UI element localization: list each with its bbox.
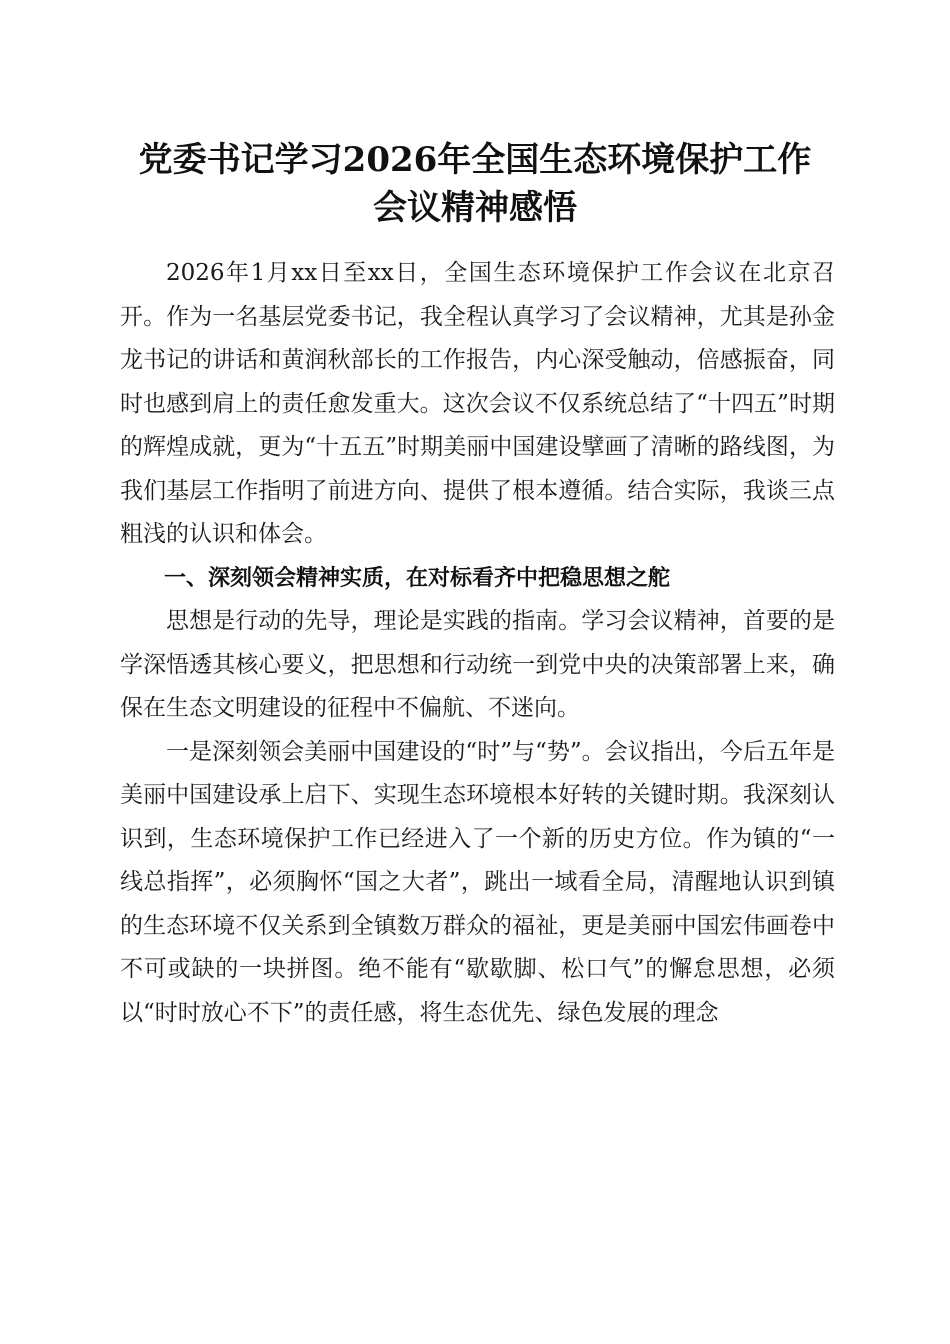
section-1-paragraph-1: 思想是行动的先导，理论是实践的指南。学习会议精神，首要的是学深悟透其核心要义，把思想和行动统一到党中央的决策部署上来，确保在生态文明建设的征程中不偏航、不迷向。 — [120, 608, 835, 721]
document-title-line-2: 会议精神感悟 — [373, 188, 577, 228]
document-title-line-1: 党委书记学习2026年全国生态环境保护工作 — [138, 140, 812, 180]
section-heading-1: 一、深刻领会精神实质，在对标看齐中把稳思想之舵 — [164, 565, 671, 591]
intro-paragraph: 2026年1月xx日至xx日，全国生态环境保护工作会议在北京召开。作为一名基层党委书记，我全程认真学习了会议精神，尤其是孙金龙书记的讲话和黄润秋部长的工作报告，内心深受触动，倍感振奋，同时也感到肩上的责任愈发重大。这次会议不仅系统总结了“十四五”时期的辉煌成就，更为“十五五”时期美丽中国建设擘画了清晰的路线图，为我们基层工作指明了前进方向、提供了根本遵循。结合实际，我谈三点粗浅的认识和体会。 — [120, 260, 835, 547]
section-1-paragraph-2: 一是深刻领会美丽中国建设的“时”与“势”。会议指出，今后五年是美丽中国建设承上启下、实现生态环境根本好转的关键时期。我深刻认识到，生态环境保护工作已经进入了一个新的历史方位。作为镇的“一线总指挥”，必须胸怀“国之大者”，跳出一域看全局，清醒地认识到镇的生态环境不仅关系到全镇数万群众的福祉，更是美丽中国宏伟画卷中不可或缺的一块拼图。绝不能有“歇歇脚、松口气”的懈怠思想，必须以“时时放心不下”的责任感，将生态优先、绿色发展的理念 — [120, 738, 835, 1026]
document-body — [120, 252, 835, 1035]
